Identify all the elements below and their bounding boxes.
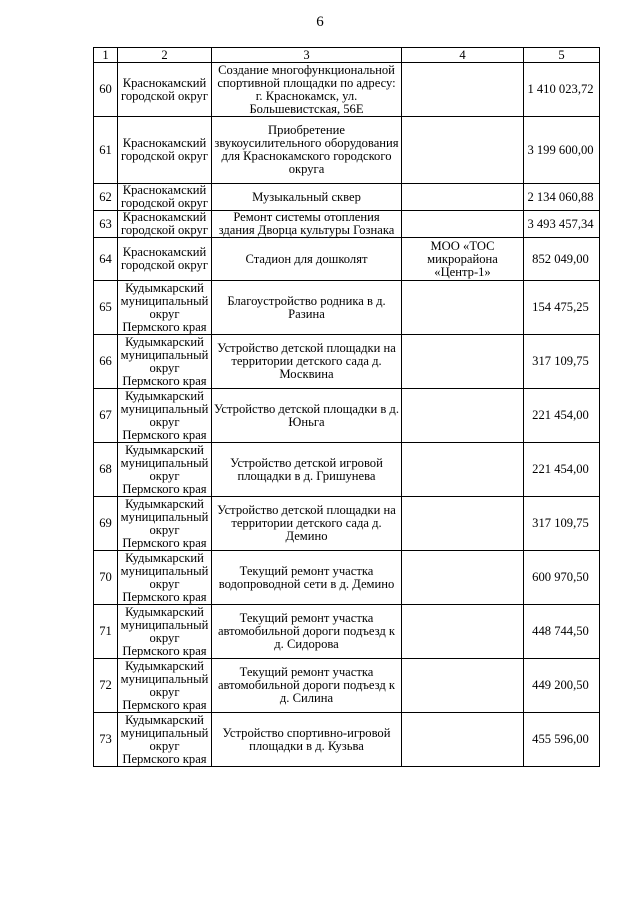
project-cell: Текущий ремонт участка автомобильной дороги подъезд к д. Сидорова [212, 605, 402, 659]
table-body [94, 48, 600, 767]
table-row [94, 605, 600, 659]
header-cell-1: 1 [94, 48, 118, 63]
amount-cell: 3 493 457,34 [524, 211, 600, 238]
project-cell: Текущий ремонт участка водопроводной сети в д. Демино [212, 551, 402, 605]
row-number: 61 [94, 117, 118, 184]
header-cell-5: 5 [524, 48, 600, 63]
table-row [94, 281, 600, 335]
project-cell: Стадион для дошколят [212, 238, 402, 281]
initiator-cell [402, 443, 524, 497]
project-cell: Благоустройство родника в д. Разина [212, 281, 402, 335]
table-row [94, 238, 600, 281]
municipality-cell: Краснокамский городской округ [118, 238, 212, 281]
municipality-cell: Кудымкарский муниципальный округ Пермского края [118, 389, 212, 443]
initiator-cell [402, 551, 524, 605]
row-number: 63 [94, 211, 118, 238]
table-row [94, 389, 600, 443]
amount-cell: 852 049,00 [524, 238, 600, 281]
table-row [94, 659, 600, 713]
amount-cell: 221 454,00 [524, 443, 600, 497]
initiator-cell [402, 389, 524, 443]
initiator-cell [402, 117, 524, 184]
municipality-cell: Кудымкарский муниципальный округ Пермского края [118, 497, 212, 551]
initiator-cell: МОО «ТОС микрорайона «Центр-1» [402, 238, 524, 281]
project-cell: Устройство детской площадки в д. Юньга [212, 389, 402, 443]
project-cell: Устройство спортивно-игровой площадки в д. Кузьва [212, 713, 402, 767]
amount-cell: 154 475,25 [524, 281, 600, 335]
initiator-cell [402, 211, 524, 238]
initiator-cell [402, 335, 524, 389]
row-number: 69 [94, 497, 118, 551]
municipality-cell: Краснокамский городской округ [118, 211, 212, 238]
project-cell: Ремонт системы отопления здания Дворца культуры Гознака [212, 211, 402, 238]
row-number: 67 [94, 389, 118, 443]
initiator-cell [402, 281, 524, 335]
row-number: 60 [94, 63, 118, 117]
table-row [94, 211, 600, 238]
municipality-cell: Кудымкарский муниципальный округ Пермского края [118, 551, 212, 605]
amount-cell: 3 199 600,00 [524, 117, 600, 184]
amount-cell: 449 200,50 [524, 659, 600, 713]
amount-cell: 600 970,50 [524, 551, 600, 605]
table-row [94, 443, 600, 497]
row-number: 70 [94, 551, 118, 605]
initiator-cell [402, 713, 524, 767]
amount-cell: 448 744,50 [524, 605, 600, 659]
table-row [94, 713, 600, 767]
row-number: 73 [94, 713, 118, 767]
municipality-cell: Краснокамский городской округ [118, 63, 212, 117]
project-cell: Устройство детской игровой площадки в д. Гришунева [212, 443, 402, 497]
project-cell: Создание многофункциональной спортивной площадки по адресу: г. Краснокамск, ул. Большевистская, 56Е [212, 63, 402, 117]
row-number: 64 [94, 238, 118, 281]
header-cell-2: 2 [118, 48, 212, 63]
page-number: 6 [316, 14, 324, 30]
data-table [93, 47, 600, 767]
header-cell-4: 4 [402, 48, 524, 63]
project-cell: Текущий ремонт участка автомобильной дороги подъезд к д. Силина [212, 659, 402, 713]
amount-cell: 1 410 023,72 [524, 63, 600, 117]
row-number: 71 [94, 605, 118, 659]
table-row [94, 497, 600, 551]
row-number: 68 [94, 443, 118, 497]
table-header-row [94, 48, 600, 63]
amount-cell: 2 134 060,88 [524, 184, 600, 211]
amount-cell: 317 109,75 [524, 335, 600, 389]
project-cell: Устройство детской площадки на территории детского сада д. Демино [212, 497, 402, 551]
initiator-cell [402, 659, 524, 713]
initiator-cell [402, 605, 524, 659]
municipality-cell: Краснокамский городской округ [118, 117, 212, 184]
row-number: 72 [94, 659, 118, 713]
municipality-cell: Кудымкарский муниципальный округ Пермского края [118, 281, 212, 335]
initiator-cell [402, 497, 524, 551]
initiator-cell [402, 184, 524, 211]
municipality-cell: Краснокамский городской округ [118, 184, 212, 211]
municipality-cell: Кудымкарский муниципальный округ Пермского края [118, 713, 212, 767]
amount-cell: 455 596,00 [524, 713, 600, 767]
row-number: 66 [94, 335, 118, 389]
project-cell: Устройство детской площадки на территории детского сада д. Москвина [212, 335, 402, 389]
municipality-cell: Кудымкарский муниципальный округ Пермского края [118, 335, 212, 389]
municipality-cell: Кудымкарский муниципальный округ Пермского края [118, 443, 212, 497]
row-number: 65 [94, 281, 118, 335]
table-row [94, 117, 600, 184]
project-cell: Приобретение звукоусилительного оборудования для Краснокамского городского округа [212, 117, 402, 184]
project-cell: Музыкальный сквер [212, 184, 402, 211]
initiator-cell [402, 63, 524, 117]
municipality-cell: Кудымкарский муниципальный округ Пермского края [118, 605, 212, 659]
amount-cell: 221 454,00 [524, 389, 600, 443]
table-row [94, 63, 600, 117]
table-row [94, 184, 600, 211]
row-number: 62 [94, 184, 118, 211]
header-cell-3: 3 [212, 48, 402, 63]
table-row [94, 335, 600, 389]
table-row [94, 551, 600, 605]
amount-cell: 317 109,75 [524, 497, 600, 551]
municipality-cell: Кудымкарский муниципальный округ Пермского края [118, 659, 212, 713]
